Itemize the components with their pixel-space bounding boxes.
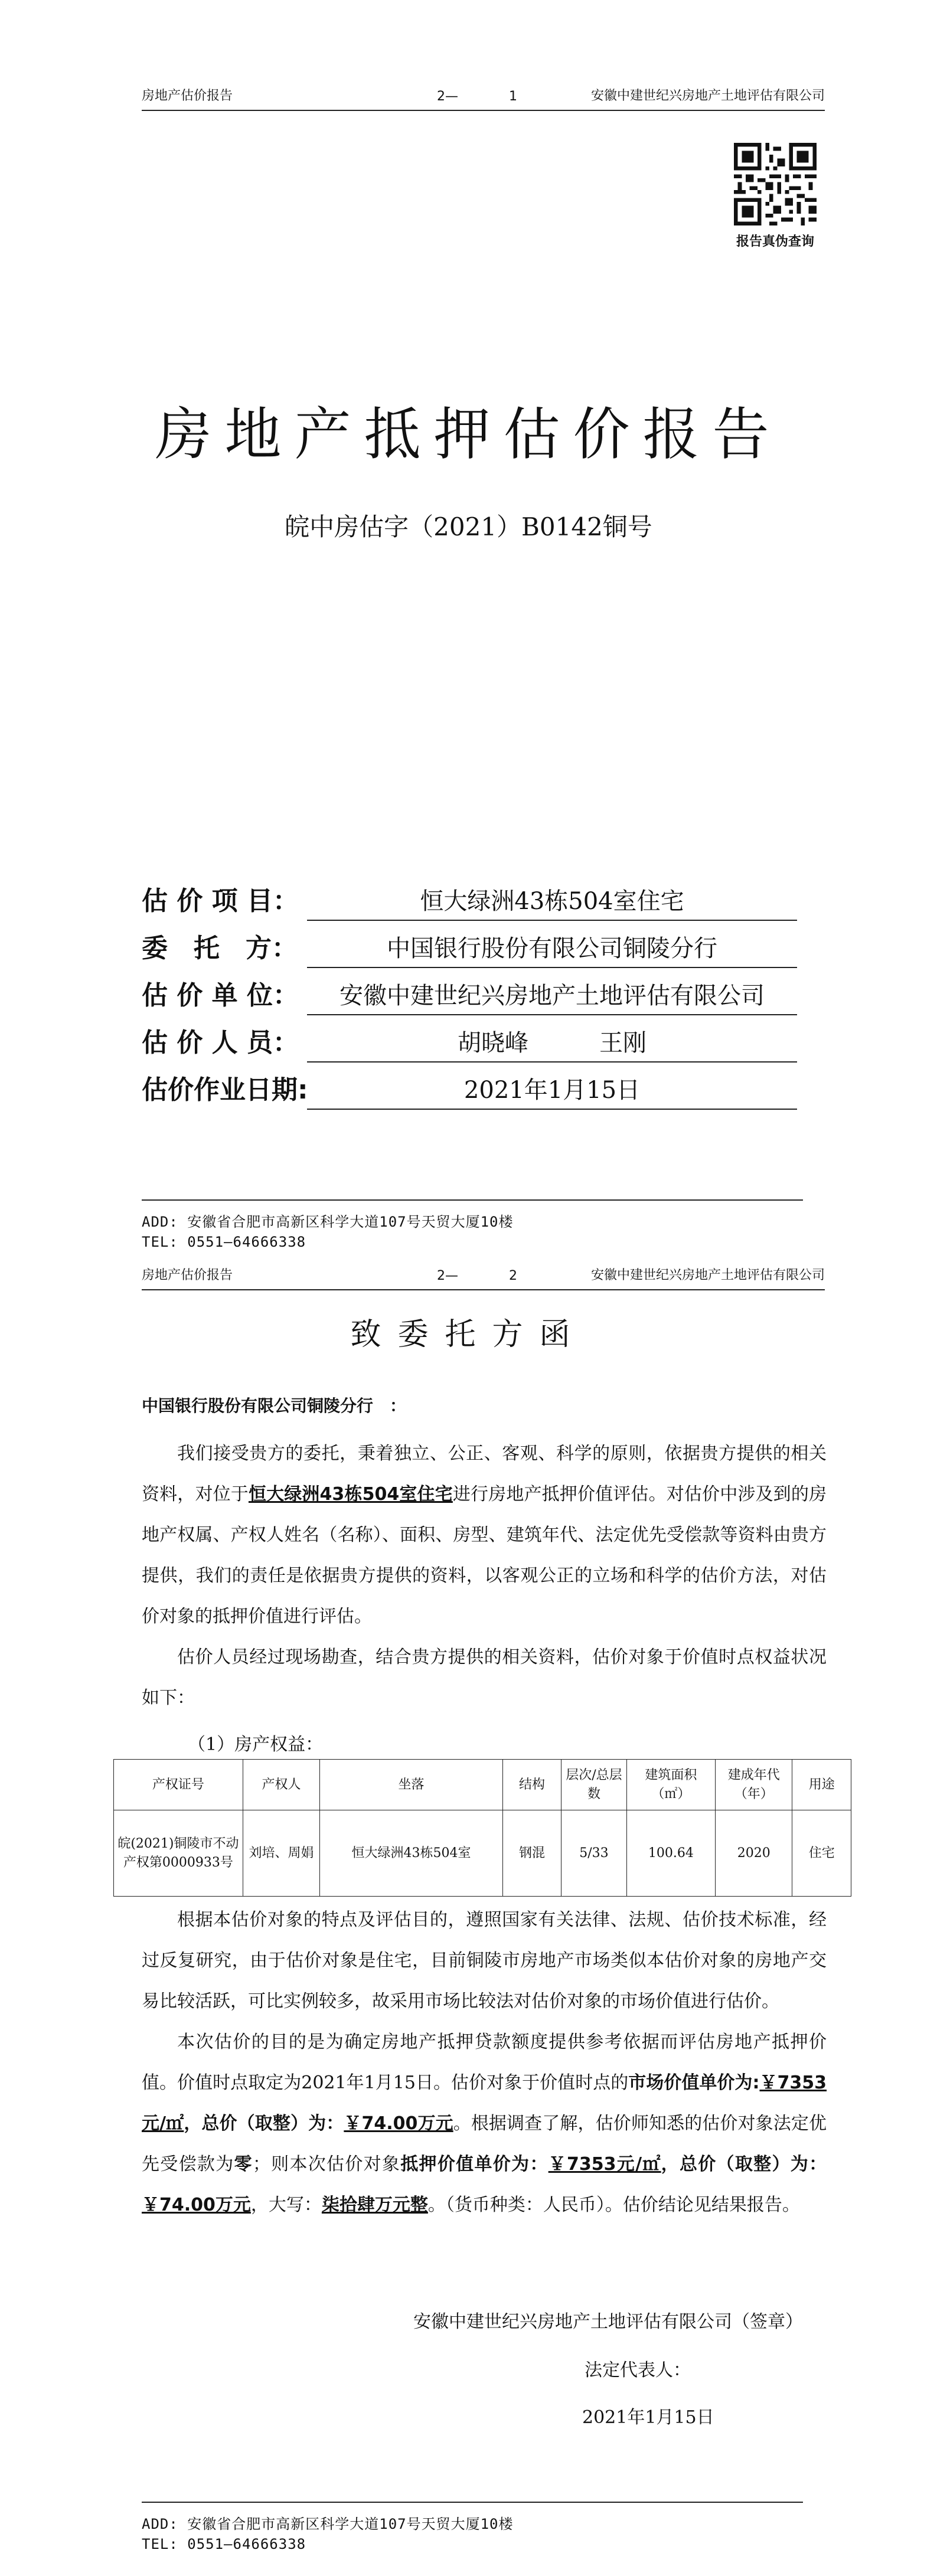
market-unit-price-label: 市场价值单价为: — [628, 2072, 760, 2093]
info-row-appraiser-org — [142, 980, 797, 1015]
cell-area: 100.64 — [626, 1810, 715, 1897]
market-total: ￥74.00万元 — [344, 2113, 453, 2134]
qr-code[interactable] — [734, 143, 817, 225]
info-underline — [307, 1077, 797, 1110]
table-row — [114, 1810, 851, 1897]
letter-paragraph-1 — [142, 1433, 827, 1637]
mortgage-unit-price-label: 抵押价值单价为： — [400, 2154, 549, 2175]
col-owner: 产权人 — [243, 1760, 319, 1810]
info-row-project — [142, 885, 797, 921]
info-label: 委 托 方： — [142, 933, 298, 963]
qr-caption: 报告真伪查询 — [736, 234, 814, 249]
info-underline — [307, 935, 797, 968]
footer-tel: TEL: 0551—64666338 — [142, 2536, 306, 2552]
para3-text: 根据本估价对象的特点及评估目的，遵照国家有关法律、法规、估价技术标准，经过反复研究，由于估价对象是住宅，目前铜陵市房地产市场类似本估价对象的房地产交易比较活跃，可比实例较多，故采用市场比较法对估价对象的市场价值进行估价。 — [142, 1910, 827, 2012]
mortgage-unit-price: ￥7353元/㎡ — [548, 2154, 661, 2175]
info-value: 安徽中建世纪兴房地产土地评估有限公司 — [339, 982, 765, 1009]
para1-subject: 恒大绿洲43栋504室住宅 — [248, 1484, 453, 1505]
legal-representative: 法定代表人： — [585, 2360, 691, 2381]
header-page-number: 1 — [509, 89, 517, 104]
para4-text-end: 。（货币种类：人民币）。估价结论见结果报告。 — [427, 2195, 800, 2215]
cell-cert-no: 皖(2021)铜陵市不动产权第0000933号 — [114, 1810, 243, 1897]
info-label: 估 价 人 员： — [142, 1028, 299, 1058]
signature-company: 安徽中建世纪兴房地产土地评估有限公司（签章） — [413, 2312, 803, 2332]
header-company: 安徽中建世纪兴房地产土地评估有限公司 — [590, 89, 825, 103]
info-underline — [307, 982, 797, 1015]
header-page-prefix: 2— — [437, 1269, 458, 1283]
para1-text-cont: 进行房地产抵押价值评估。对估价中涉及到的房地产权属、产权人姓名（名称）、面积、房型、建筑年代、法定优先受偿款等资料由贵方提供，我们的责任是依据贵方提供的资料，以客观公正的立场和科学的估价方法，对估价对象的抵押价值进行评估。 — [142, 1484, 827, 1627]
footer-address: ADD: 安徽省合肥市高新区科学大道107号天贸大厦10楼 — [142, 1214, 514, 1230]
report-title: 房地产抵押估价报告 — [155, 401, 782, 468]
letter-title: 致委托方函 — [350, 1317, 587, 1352]
signature-date: 2021年1月15日 — [582, 2407, 714, 2428]
info-underline — [307, 1029, 797, 1063]
letter-addressee: 中国银行股份有限公司铜陵分行 ： — [142, 1396, 407, 1416]
col-usage: 用途 — [792, 1760, 851, 1810]
separator: ， — [661, 2154, 680, 2175]
info-row-client — [142, 933, 797, 968]
letter-paragraph-4 — [142, 2022, 827, 2225]
letter-paragraph-2 — [142, 1637, 827, 1718]
mortgage-total-capital: 柒拾肆万元整 — [321, 2195, 428, 2215]
para1-text: 我们接受贵方的委托，秉着独立、公正、客观、科学的原则，依据贵方提供的相关资料，对位于 — [142, 1443, 827, 1505]
footer-address: ADD: 安徽省合肥市高新区科学大道107号天贸大厦10楼 — [142, 2516, 514, 2532]
capital-label: ，大写： — [250, 2195, 322, 2215]
col-cert-no: 产权证号 — [114, 1760, 243, 1810]
info-label: 估价作业日期: — [142, 1075, 308, 1105]
letter-paragraph-3 — [142, 1900, 827, 2022]
para4-text-cont2: ；则本次估价对象 — [252, 2154, 401, 2175]
cell-year: 2020 — [716, 1810, 792, 1897]
cell-location: 恒大绿洲43栋504室 — [320, 1810, 502, 1897]
col-location: 坐落 — [320, 1760, 502, 1810]
cell-floor: 5/33 — [561, 1810, 627, 1897]
info-row-date — [142, 1074, 797, 1110]
cell-usage: 住宅 — [792, 1810, 851, 1897]
mortgage-total-label: 总价（取整）为： — [679, 2154, 827, 2175]
header-left-title: 房地产估价报告 — [142, 1268, 233, 1283]
report-number: 皖中房估字（2021）B0142铜号 — [285, 512, 652, 541]
mortgage-total: ￥74.00万元 — [142, 2195, 251, 2215]
para2-text: 估价人员经过现场勘查，结合贵方提供的相关资料，估价对象于价值时点权益状况如下： — [142, 1647, 827, 1708]
col-structure: 结构 — [502, 1760, 561, 1810]
cell-owner: 刘培、周娟 — [243, 1810, 319, 1897]
header-page-number: 2 — [509, 1269, 517, 1283]
para4-text: 本次估价的目的是为确定房地产抵押贷款额度提供参考依据而评估房地产抵押价值。价值时点取定为2021年1月15日。估价对象于价值时点的 — [142, 2032, 827, 2093]
rights-label: （1）房产权益： — [188, 1734, 324, 1755]
priority-payment: 零 — [234, 2154, 253, 2175]
market-total-label: ，总价（取整）为： — [184, 2113, 344, 2134]
col-area: 建筑面积（㎡） — [626, 1760, 715, 1810]
header-page-prefix: 2— — [437, 89, 458, 104]
footer-tel: TEL: 0551—64666338 — [142, 1234, 306, 1250]
rights-table — [113, 1759, 851, 1897]
para4-text-cont: 。根据调查了解，估价师知悉的估价对象法定优先受偿款为 — [142, 2113, 827, 2175]
header-left-title: 房地产估价报告 — [142, 89, 233, 103]
info-label: 估 价 项 目： — [142, 886, 299, 916]
cell-structure: 钢混 — [502, 1810, 561, 1897]
page-header — [142, 78, 825, 111]
col-year: 建成年代（年） — [716, 1760, 792, 1810]
footer-divider — [142, 2502, 803, 2503]
header-company: 安徽中建世纪兴房地产土地评估有限公司 — [590, 1268, 825, 1283]
info-label: 估 价 单 位： — [142, 980, 299, 1011]
footer-divider — [142, 1199, 803, 1201]
page-header — [142, 1257, 825, 1290]
info-value: 恒大绿洲43栋504室住宅 — [420, 888, 684, 915]
info-value: 中国银行股份有限公司铜陵分行 — [387, 935, 717, 962]
market-unit-price: ￥7353元/㎡ — [142, 2072, 827, 2134]
info-underline — [307, 888, 797, 921]
info-row-appraisers — [142, 1027, 797, 1063]
table-header-row — [114, 1760, 851, 1810]
info-value: 2021年1月15日 — [463, 1077, 641, 1104]
info-value: 胡晓峰 王刚 — [458, 1029, 647, 1057]
col-floor: 层次/总层数 — [561, 1760, 627, 1810]
